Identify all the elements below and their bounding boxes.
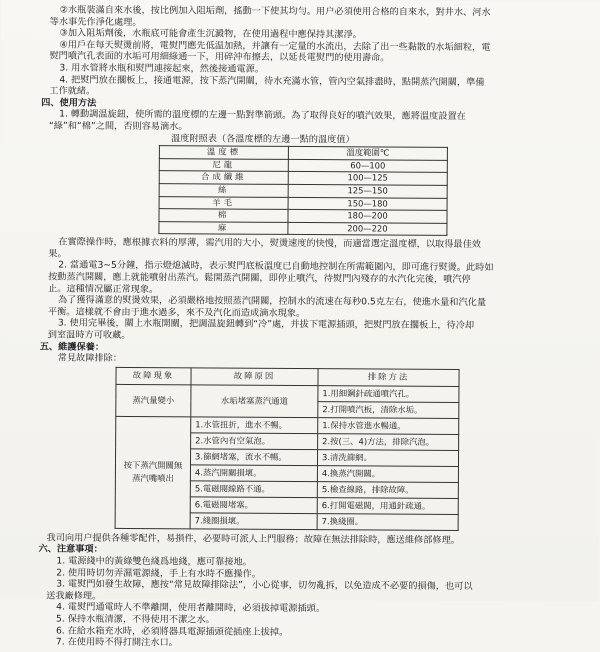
section-4-title: 四、使用方法 xyxy=(41,97,97,109)
cause-cell: 6.電磁閥堵塞。 xyxy=(190,497,317,514)
fault-row xyxy=(116,416,459,434)
fix-cell: 7.換綫圈。 xyxy=(317,513,458,530)
service-note: 我司向用户提供各種零配件，易損件，必要時可派人上門服務；故障在無法排除時，應送維修部修理。 xyxy=(46,532,461,546)
usage-line: 2. 當通電3~5分鐘，指示燈熄滅時，表示熨門底板溫度已自動地控制在所需範圍內，即可進行熨燙。此時如 xyxy=(58,259,494,274)
cause-cell: 3.篩網堵塞，流水不暢。 xyxy=(190,449,317,466)
section-4-line: “綠”和“棉”之間，否則容易滴水。 xyxy=(49,120,188,133)
section-5-title: 五、維護保養： xyxy=(39,341,105,353)
intro-line: ②水瓶裝滿自來水後，按比例加入阻垢劑，搖動一下使其均勻。用户必須使用合格的自來水，對井水、河水 xyxy=(59,4,491,19)
range-cell: 150—180 xyxy=(288,197,447,211)
temp-header-range: 溫度範圍℃ xyxy=(288,147,447,161)
section-6-title: 六、注意事項： xyxy=(38,543,103,556)
cause-cell: 水垢堵塞蒸汽通道 xyxy=(191,385,318,418)
caution-line: 送我廠修理。 xyxy=(46,590,102,602)
fabric-cell: 合成纖維 xyxy=(159,171,288,184)
fabric-cell: 棉 xyxy=(159,209,288,222)
usage-line: 在實際操作時，應根據衣料的厚薄，需汽用的大小，熨燙速度的快慢，而適當選定溫度標，以取得最佳效 xyxy=(58,236,481,251)
fabric-cell: 絲 xyxy=(159,184,288,197)
usage-line: 按動蒸汽開關，應上就能噴射出蒸汽。鬆開蒸汽開關，即停止噴汽，待熨門內殘存的水汽化完後，噴汽停 xyxy=(48,271,471,286)
temp-header-label: 溫度標 xyxy=(159,146,288,159)
usage-line: 平衡。這樣就不會由于進水過多，來不及汽化而造成滴水現象。 xyxy=(47,306,306,319)
intro-line: ③加入阻垢劑後，水瓶底可能會產生沉澱物，在使用過程中應保持其潔淨。 xyxy=(59,27,362,41)
header-symptom: 故障現象 xyxy=(116,367,191,384)
intro-line: 工作就緒。 xyxy=(49,85,96,97)
section-5-subtitle: 常見故障排除： xyxy=(57,352,122,365)
range-cell: 200—220 xyxy=(288,222,447,236)
intro-line: 3. 用水管將水瓶和熨門連接起來，然後接通電源。 xyxy=(59,62,265,75)
usage-line: 為了獲得滿意的熨燙效果，必須嚴格地按照蒸汽開關，控制水的流速在每秒0.5克左右，使進水量和汽化量 xyxy=(57,294,487,309)
fabric-cell: 麻 xyxy=(159,221,288,234)
temperature-table xyxy=(158,145,448,236)
section-4-line: 1. 轉動調温旋鈕，使所需的溫度標的左邊一點對準箭頭。為了取得良好的噴汽效果，應將溫度設置在 xyxy=(59,108,466,123)
caution-line: 1. 電源綫中的黃綠雙色綫爲地綫，應可靠接地。 xyxy=(56,555,252,568)
caution-line: 2. 使用時切勿弄濕電源綫，手上有水時不應操作。 xyxy=(56,567,261,580)
intro-line: 4. 把熨門放在擱板上，接通電源，按下蒸汽開關，待水充滿水管，管內空氣排盡時，點開蒸汽開關，準備 xyxy=(59,74,485,88)
fault-table-header xyxy=(116,367,459,386)
temp-table-caption: 溫度附照表（各溫度標的左邊一點的溫度值） xyxy=(170,132,355,145)
usage-line: 止。這種情况屬正常现象。 xyxy=(48,283,159,295)
fabric-cell: 羊毛 xyxy=(159,196,288,209)
symptom-cell: 按下蒸汽開關無蒸汽嘴噴出 xyxy=(115,416,191,528)
cause-cell: 1.水管扭折，進水不暢。 xyxy=(191,417,318,434)
fix-cell: 1.保持水管進水暢通。 xyxy=(318,417,459,434)
fix-cell: 3.清洗篩網。 xyxy=(317,449,458,466)
caution-line: 5. 保持水瓶清潔，不得使用不潔之水。 xyxy=(56,613,215,626)
caution-line: 4. 電熨門通電時人不準離開，使用者離開時，必須拔掉電源插頭。 xyxy=(56,601,326,615)
intro-line: 熨門噴汽孔表面的水垢可用細綠通一下，用碎沖布擦去，以延長電熨門的使用壽命。 xyxy=(49,50,390,64)
fabric-cell: 尼龍 xyxy=(159,158,288,171)
cause-cell: 4.蒸汽開關損壞。 xyxy=(190,465,317,482)
temp-table-row xyxy=(159,171,447,185)
fix-cell: 5.檢查線路，排除故障。 xyxy=(317,481,458,498)
range-cell: 180—200 xyxy=(288,210,447,224)
header-fix: 排除方法 xyxy=(318,368,459,386)
cause-cell: 5.電磁閥線路不通。 xyxy=(190,481,317,498)
troubleshooting-table xyxy=(115,367,460,531)
caution-line: 6. 在給水箱充水時，必須將器具電源插頭從插座上拔掉。 xyxy=(55,625,289,638)
usage-line: 果。 xyxy=(48,248,67,260)
range-cell: 60—100 xyxy=(288,159,447,173)
range-cell: 125—150 xyxy=(288,184,447,198)
usage-line: 3. 使用完畢後，關上水瓶開關，把調温旋鈕轉到“冷”處，并拔下電源插頭，把熨門放在擱板上，待冷却 xyxy=(57,317,475,332)
usage-line: 到室温時方可收藏。 xyxy=(47,329,131,341)
caution-line: 7. 在使用時不得打開注水口。 xyxy=(55,636,178,649)
temp-table-row xyxy=(159,221,447,235)
fix-cell: 4.換蒸汽開關。 xyxy=(317,465,458,482)
caution-line: 3. 電熨門如發生故障，應按“常見故障排除法”，小心從事，切勿亂拆，以免造成不必要的損傷，也可以 xyxy=(56,578,473,593)
intro-line: 等水事先作淨化處理。 xyxy=(49,16,142,28)
range-cell: 100—125 xyxy=(288,172,447,186)
fix-cell: 6.打開電磁閥，用通針疏通。 xyxy=(317,497,458,514)
symptom-cell: 蒸汽量變小 xyxy=(116,384,191,416)
fix-cell: 2.打開噴汽板，清除水垢。 xyxy=(318,401,459,418)
fix-cell: 1.用細鋼針疏通噴汽孔。 xyxy=(318,385,459,402)
fault-row xyxy=(116,384,459,402)
cause-cell: 2.水管內有空氣泡。 xyxy=(191,433,318,450)
cause-cell: 7.綫圈損壞。 xyxy=(190,513,317,530)
intro-line: ④用戶在每天熨燙前將，電熨門應先低温加熱，并讓有一定量的水流出，去除了出一些黏散的水垢細粒，電 xyxy=(59,39,491,53)
header-cause: 故障原因 xyxy=(191,368,318,386)
fix-cell: 2.按(三、4)方法，排除汽泡。 xyxy=(318,433,459,450)
